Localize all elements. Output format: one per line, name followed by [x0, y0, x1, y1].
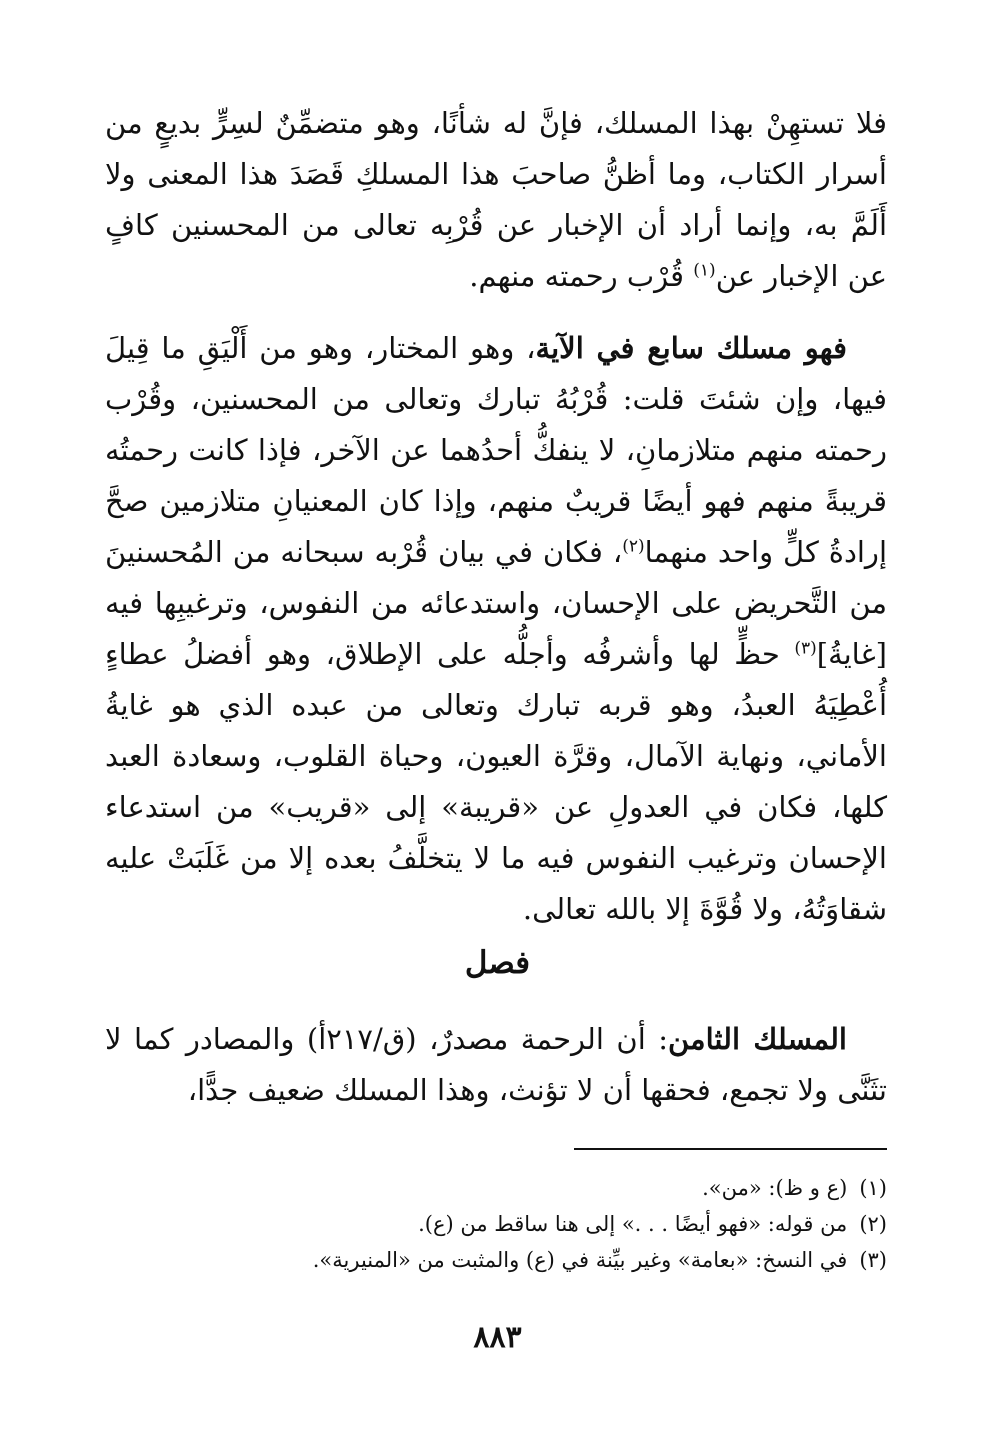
paragraph-2-text-c: حظٍّ لها وأشرفُه وأجلُّه على الإطلاق، وهو أفضلُ عطاءٍ أُعْطِيَهُ العبدُ، وهو قربه تبارك وتعالى من عبده الذي هو غايةُ الأماني، ونهاية الآمال، وقرَّة العيون، وحياة القلوب، وسعادة العبد كلها، فكان في العدولِ عن «قريبة» إلى «قريب» من استدعاء الإحسان وترغيب النفوس فيه ما لا يتخلَّفُ بعده إلا من غَلَبَتْ عليه شقاوَتُهُ، ولا قُوَّةَ إلا بالله تعالى. — [105, 637, 887, 926]
paragraph-2-text-a: ، وهو المختار، وهو من أَلْيَقِ ما قِيلَ فيها، وإن شئتَ قلت: قُرْبُهُ تبارك وتعالى من المحسنين، وقُرْب رحمته منهم متلازمانِ، لا ينفكُّ أحدُهما عن الآخر، فإذا كانت رحمتُه قريبةً منهم فهو أيضًا قريبٌ منهم، وإذا كان المعنيانِ متلازمين صحَّ إرادةُ كلٍّ واحد منهما — [105, 331, 887, 569]
footnote-number: (١) — [859, 1176, 887, 1200]
footnote-number: (٢) — [859, 1212, 887, 1236]
footnote-marker-1[interactable]: (١) — [693, 260, 716, 281]
paragraph-3-lead: المسلك الثامن — [667, 1022, 847, 1056]
footnote-text: (ع و ظ): «من». — [702, 1176, 848, 1200]
footnotes — [105, 1170, 887, 1278]
paragraph-2-lead: فهو مسلك سابع في الآية — [535, 331, 847, 365]
paragraph-1 — [105, 98, 887, 302]
footnote-marker-2[interactable]: (٢) — [622, 536, 645, 557]
paragraph-2-text-b: ، فكان في بيان قُرْبه سبحانه من المُحسنينَ من التَّحريض على الإحسان، واستدعائه من النفوس، وترغيبِها فيه [غايةُ] — [105, 535, 887, 671]
paragraph-2 — [105, 323, 887, 935]
section-heading: فصل — [464, 945, 531, 981]
paragraph-1-text-end: قُرْب رحمته منهم. — [469, 259, 694, 293]
page-number: ٨٨٣ — [473, 1320, 522, 1355]
footnote-item — [105, 1206, 887, 1242]
footnote-text: في النسخ: «بعامة» وغير بيِّنة في (ع) والمثبت من «المنيرية». — [312, 1248, 848, 1272]
footnote-divider — [574, 1148, 887, 1150]
footnote-text: من قوله: «فهو أيضًا . . .» إلى هنا ساقط من (ع). — [418, 1212, 848, 1236]
paragraph-1-text: فلا تستهِنْ بهذا المسلك، فإنَّ له شأنًا، وهو متضمِّنٌ لسِرٍّ بديعٍ من أسرار الكتاب، وما أظنُّ صاحبَ هذا المسلكِ قَصَدَ هذا المعنى ولا أَلَمَّ به، وإنما أراد أن الإخبار عن قُرْبِه تعالى من المحسنين كافٍ عن الإخبار عن — [105, 106, 887, 293]
footnote-item — [105, 1242, 887, 1278]
paragraph-3 — [105, 1014, 887, 1116]
footnote-item — [105, 1170, 887, 1206]
footnote-number: (٣) — [859, 1248, 887, 1272]
paragraph-3-text: : أن الرحمة مصدرٌ، (ق/٢١٧أ) والمصادر كما لا تثَنَّى ولا تجمع، فحقها أن لا تؤنث، وهذا المسلك ضعيف جدًّا، — [105, 1022, 887, 1107]
footnote-marker-3[interactable]: (٣) — [794, 638, 817, 659]
